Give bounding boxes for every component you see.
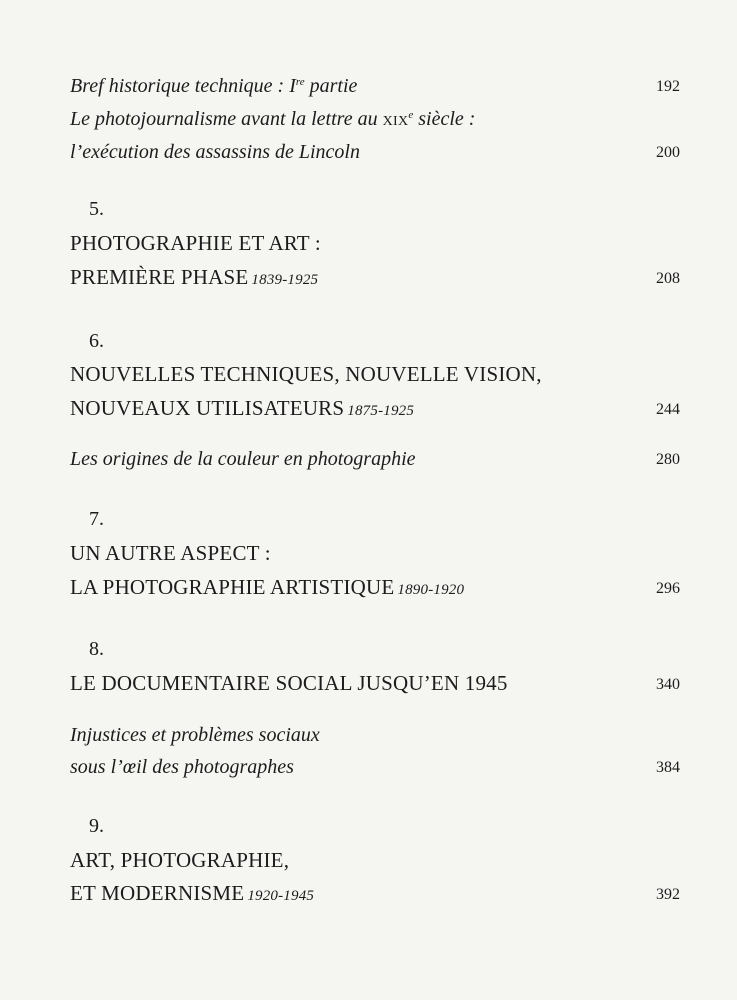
toc-page-number: 296 [656,580,680,597]
chapter-title-line [70,393,680,421]
chapter-title: LE DOCUMENTAIRE SOCIAL JUSQU’EN 1945 [70,671,508,695]
toc-entry-photojournalisme-line2 [70,136,680,164]
toc-page-number: 384 [656,759,680,776]
toc-page-number: 244 [656,401,680,418]
toc-page-number: 192 [656,78,680,95]
chapter-title-line [70,572,680,600]
chapter-title-line [70,228,680,256]
chapter-dates: 1920-1945 [247,888,315,904]
toc-entry-injustices-line2 [70,751,680,779]
chapter-title: LA PHOTOGRAPHIE ARTISTIQUE 1890-1920 [70,575,465,599]
chapter-title-line [70,359,680,387]
toc-entry-title: Les origines de la couleur en photographie [70,448,416,470]
chapter-title: ART, PHOTOGRAPHIE, [70,848,290,872]
toc-entry-couleur [70,443,680,471]
chapter-number: 9. [89,815,104,837]
toc-page-number: 392 [656,886,680,903]
chapter-dates: 1839-1925 [251,272,319,288]
toc-entry-title: Le photojournalisme avant la lettre au XIXe siècle : [70,108,476,130]
chapter-dates: 1875-1925 [347,403,415,419]
chapter-title: NOUVEAUX UTILISATEURS 1875-1925 [70,396,415,420]
chapter-dates: 1890-1920 [397,582,465,598]
toc-entry-title: Bref historique technique : Ire partie [70,75,358,97]
chapter-title-line [70,878,680,906]
toc-page-number: 200 [656,144,680,161]
chapter-title: PHOTOGRAPHIE ET ART : [70,231,321,255]
chapter-number: 7. [89,508,104,530]
chapter-title-line [70,538,680,566]
chapter-title-line [70,262,680,290]
chapter-number: 6. [89,330,104,352]
chapter-title: UN AUTRE ASPECT : [70,541,271,565]
toc-entry-title: sous l’œil des photographes [70,756,294,778]
chapter-title-line [70,668,680,696]
toc-page-number: 340 [656,676,680,693]
toc-page-number: 280 [656,451,680,468]
chapter-title-line [70,845,680,873]
chapter-number: 5. [89,198,104,220]
toc-entry-injustices [70,719,680,747]
chapter-number: 8. [89,638,104,660]
toc-entry-title: l’exécution des assassins de Lincoln [70,141,360,163]
chapter-title: PREMIÈRE PHASE 1839-1925 [70,265,319,289]
chapter-title: ET MODERNISME 1920-1945 [70,881,315,905]
chapter-title: NOUVELLES TECHNIQUES, NOUVELLE VISION, [70,362,542,386]
toc-entry-title: Injustices et problèmes sociaux [70,724,320,746]
toc-page-number: 208 [656,270,680,287]
toc-entry-bref-historique [70,70,680,98]
toc-entry-photojournalisme [70,103,680,131]
